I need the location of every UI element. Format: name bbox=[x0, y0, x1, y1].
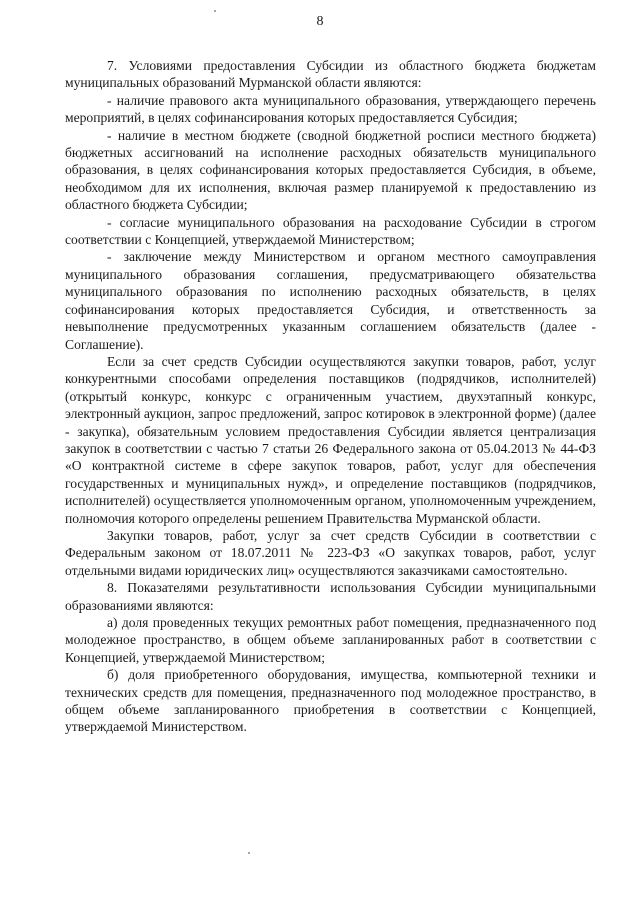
paragraph-indicator-a: а) доля проведенных текущих ремонтных работ помещения, предназначенного под молодежное пространство, в общем объеме запланированных работ в соответствии с Концепцией, утверждаемой Министерством; bbox=[65, 615, 596, 665]
paragraph-procurement-223fz: Закупки товаров, работ, услуг за счет средств Субсидии в соответствии с Федеральным законом от 18.07.2011 № 223-ФЗ «О закупках товаров, работ, услуг отдельными видами юридических лиц» осуществляются заказчиками самостоятельно. bbox=[65, 527, 596, 578]
page-number: 8 bbox=[316, 14, 324, 29]
paragraph-8-indicators: 8. Показателями результативности использования Субсидии муниципальными образованиями являются: bbox=[65, 580, 596, 613]
paragraph-procurement-44fz: Если за счет средств Субсидии осуществляются закупки товаров, работ, услуг конкурентными способами определения поставщиков (подрядчиков, исполнителей) (открытый конкурс, конкурс с ограниченным участием, двухэтапный конкурс, электронный аукцион, запрос предложений, запрос котировок в электронной форме) (далее - закупка), обязательным условием предоставления Субсидии является централизация закупок в соответствии с частью 7 статьи 26 Федерального закона от 05.04.2013 № 44-ФЗ «О контрактной системе в сфере закупок товаров, работ, услуг для обеспечения государственных и муниципальных нужд», и определение поставщиков (подрядчиков, исполнителей) осуществляется уполномоченным органом, уполномоченным учреждением, полномочия которого определены решением Правительства Мурманской области. bbox=[65, 353, 596, 526]
paragraph-condition-consent: - согласие муниципального образования на расходование Субсидии в строгом соответствии с Концепцией, утверждаемой Министерством; bbox=[65, 214, 596, 248]
document-body bbox=[65, 57, 596, 736]
paragraph-7-intro: 7. Условиями предоставления Субсидии из областного бюджета бюджетам муниципальных образований Мурманской области являются: bbox=[65, 58, 596, 91]
scan-speck bbox=[214, 10, 216, 12]
paragraph-indicator-b: б) доля приобретенного оборудования, имущества, компьютерной техники и технических средств для помещения, предназначенного под молодежное пространство, в общем объеме запланированного приобретения в соответствии с Концепцией, утверждаемой Министерством. bbox=[65, 667, 596, 735]
paragraph-condition-agreement: - заключение между Министерством и органом местного самоуправления муниципального образования соглашения, предусматривающего обязательства муниципального образования по исполнению расходных обязательств, в целях софинансирования которых предоставляется Субсидия, и ответственность за невыполнение предусмотренных указанным соглашением обязательств (далее - Соглашение). bbox=[65, 249, 596, 352]
paragraph-condition-budget: - наличие в местном бюджете (сводной бюджетной росписи местного бюджета) бюджетных ассигнований на исполнение расходных обязательств муниципального образования, в целях софинансирования которых предоставляется Субсидия, в объеме, необходимом для их исполнения, включая размер планируемой к предоставлению из областного бюджета Субсидии; bbox=[65, 127, 596, 213]
scan-speck bbox=[248, 852, 250, 854]
paragraph-condition-legal-act: - наличие правового акта муниципального образования, утверждающего перечень мероприятий, в целях софинансирования которых предоставляется Субсидия; bbox=[65, 92, 596, 126]
